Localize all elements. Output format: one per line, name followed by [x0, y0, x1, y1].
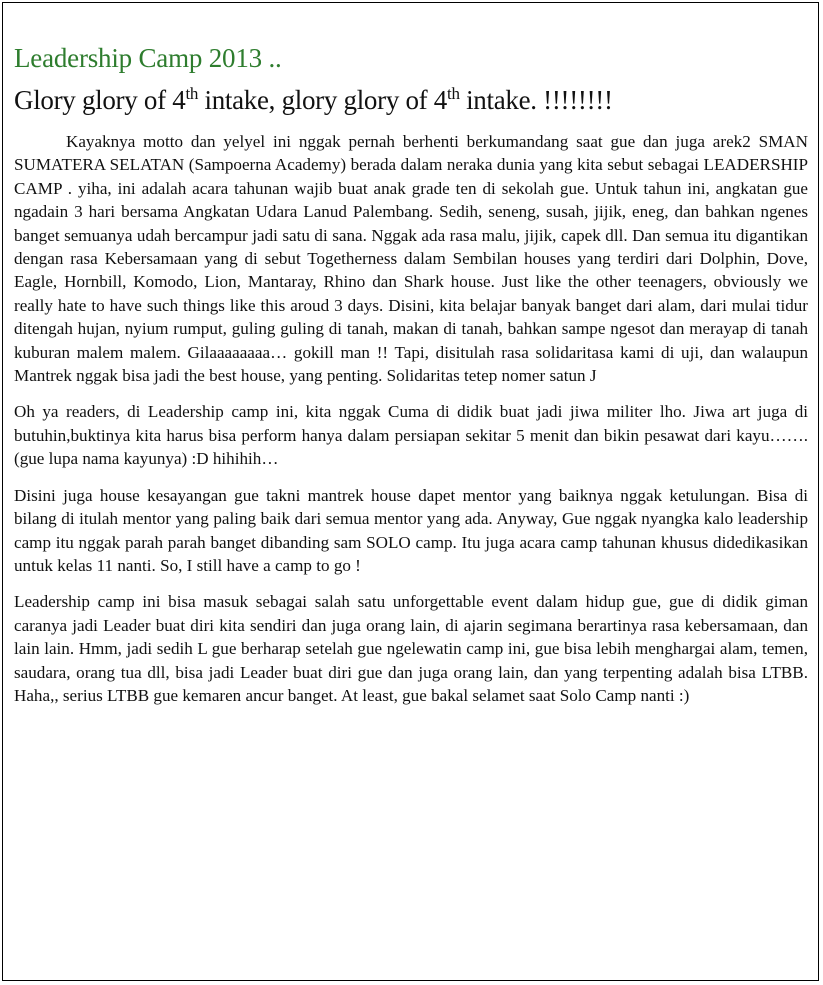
document-heading: Leadership Camp 2013 ..	[14, 43, 282, 73]
subheading-superscript-2: th	[447, 84, 460, 103]
subheading-text-part3: intake. !!!!!!!!	[459, 85, 613, 115]
subheading-text-part2: intake, glory glory of 4	[198, 85, 448, 115]
paragraph-3: Disini juga house kesayangan gue takni mantrek house dapet mentor yang baiknya nggak ketulungan. Bisa di bilang di itulah mentor yang paling baik dari semua mentor yang ada. Anyway, Gue nggak nyangka kalo leadership camp itu nggak parah parah banget dibanding sam SOLO camp. Itu juga acara camp tahunan khusus didedikasikan untuk kelas 11 nanti. So, I still have a camp to go !	[14, 485, 808, 575]
document-body	[14, 40, 808, 720]
subheading-text-part1: Glory glory of 4	[14, 85, 186, 115]
document-subheading	[14, 82, 808, 118]
paragraph-1: Kayaknya motto dan yelyel ini nggak pernah berhenti berkumandang saat gue dan juga arek2 SMAN SUMATERA SELATAN (Sampoerna Academy) berada dalam neraka dunia yang kita sebut sebagai LEADERSHIP CAMP . yiha, ini adalah acara tahunan wajib buat anak grade ten di sekolah gue. Untuk tahun ini, angkatan gue ngadain 3 hari bersama Angkatan Udara Lanud Palembang. Sedih, seneng, susah, jijik, eneg, dan bahkan ngenes banget semuanya udah bercampur jadi satu di sana. Nggak ada rasa malu, jijik, capek dll. Dan semua itu digantikan dengan rasa Kebersamaan yang di sebut Togetherness dalam Sembilan houses yang terdiri dari Dolphin, Dove, Eagle, Hornbill, Komodo, Lion, Mantaray, Rhino dan Shark house. Just like the other teenagers, obviously we really hate to have such things like this aroud 3 days. Disini, kita belajar banyak banget dari alam, dari mulai tidur ditengah hujan, nyium rumput, guling guling di tanah, makan di tanah, bahkan sampe ngesot dan merayap di tanah kuburan malem malem. Gilaaaaaaaa… gokill man !! Tapi, disitulah rasa solidaritasa kami di uji, dan walaupun Mantrek nggak bisa jadi the best house, yang penting. Solidaritas tetep nomer satun J	[14, 132, 808, 386]
paragraph-2: Oh ya readers, di Leadership camp ini, kita nggak Cuma di didik buat jadi jiwa militer lho. Jiwa art juga di butuhin,buktinya kita harus bisa perform hanya dalam persiapan sekitar 5 menit dan bikin pesawat dari kayu…….(gue lupa nama kayunya) :D hihihih…	[14, 402, 808, 469]
subheading-superscript-1: th	[185, 84, 199, 103]
paragraph-4: Leadership camp ini bisa masuk sebagai salah satu unforgettable event dalam hidup gue, gue di didik giman caranya jadi Leader buat diri kita sendiri dan juga orang lain, di ajarin segimana berartinya rasa kebersamaan, dan lain lain. Hmm, jadi sedih L gue berharap setelah gue ngelewatin camp ini, gue bisa lebih menghargai alam, temen, saudara, orang tua dll, bisa jadi Leader buat diri gue dan juga orang lain, dan yang terpenting adalah bisa LTBB. Haha,, serius LTBB gue kemaren ancur banget. At least, gue bakal selamet saat Solo Camp nanti :)	[14, 592, 808, 705]
